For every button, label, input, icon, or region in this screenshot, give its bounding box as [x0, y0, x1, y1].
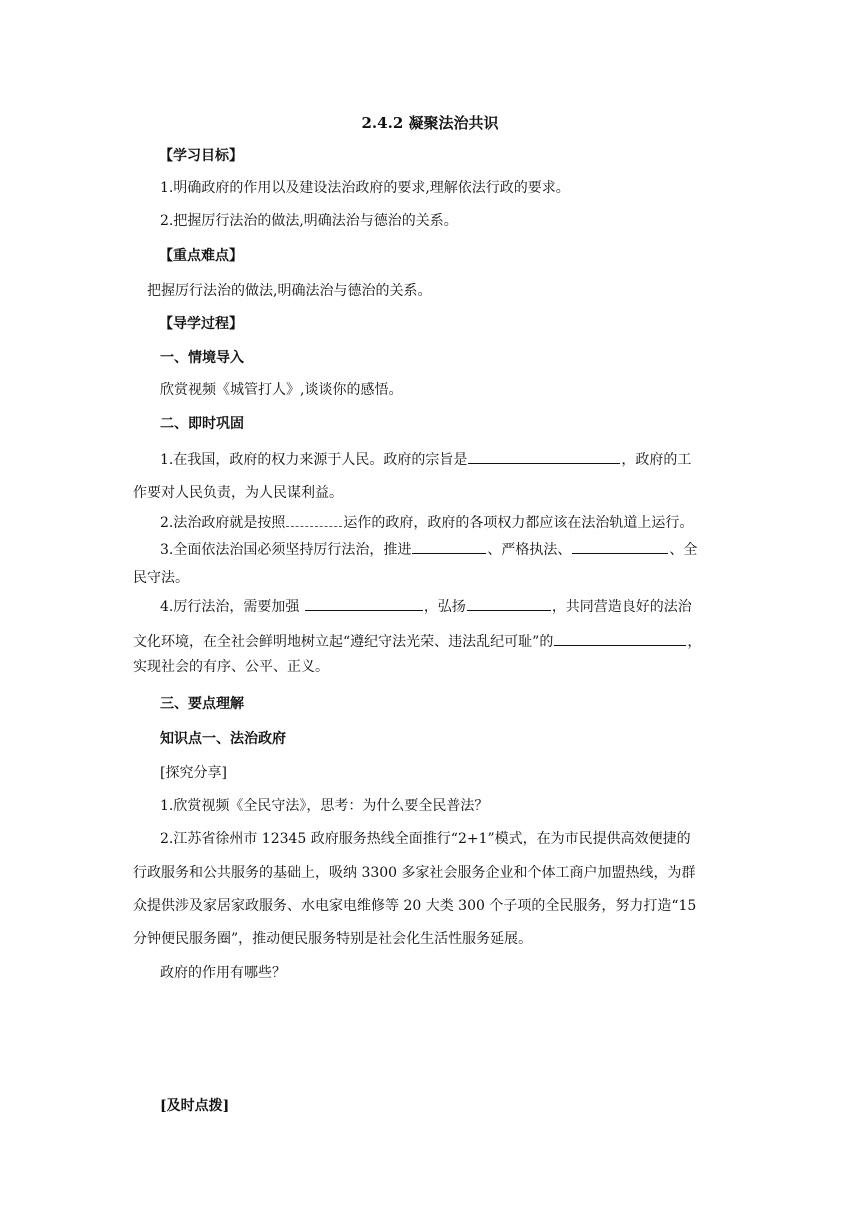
document-title: 2.4.2 凝聚法治共识: [361, 114, 499, 132]
objective-2: 2.把握厉行法治的做法,明确法治与德治的关系。: [160, 213, 458, 229]
explore-item-2-line-2: 行政服务和公共服务的基础上，吸纳 3300 多家社会服务企业和个体工商户加盟热线，为群: [133, 865, 696, 881]
question-3-line-2: 民守法。: [133, 570, 189, 586]
part2-header: 二、即时巩固: [160, 416, 244, 432]
question-1-text-b: ，政府的工: [621, 452, 692, 468]
answer-blank-6[interactable]: [467, 596, 551, 611]
objective-1: 1.明确政府的作用以及建设法治政府的要求,理解依法行政的要求。: [160, 180, 570, 196]
part3-header: 三、要点理解: [160, 696, 244, 712]
answer-blank-2[interactable]: [286, 512, 342, 527]
part1-text: 欣赏视频《城管打人》,谈谈你的感悟。: [160, 382, 403, 398]
explore-item-2-line-4: 分钟便民服务圈”，推动便民服务特别是社会化生活性服务延展。: [133, 931, 533, 947]
question-3-text-b: 、严格执法、: [487, 542, 572, 558]
question-4-line-2: [133, 631, 701, 652]
question-2-text-b: 运作的政府，政府的各项权力都应该在法治轨道上运行。: [343, 515, 694, 531]
key-difficulty-text: 把握厉行法治的做法,明确法治与德治的关系。: [147, 283, 432, 299]
question-4-text-c: ，共同营造良好的法治: [551, 599, 692, 615]
explore-share-header: [探究分享]: [160, 765, 227, 781]
question-1-text-a: 1.在我国，政府的权力来源于人民。政府的宗旨是: [160, 452, 468, 468]
question-4-text-b: ，弘扬: [423, 599, 466, 615]
knowledge-point-1-header: 知识点一、法治政府: [160, 731, 286, 747]
answer-blank-7[interactable]: [554, 631, 686, 646]
question-3-line-1: [160, 539, 697, 560]
part1-header: 一、情境导入: [160, 350, 244, 366]
explore-item-2-line-3: 众提供涉及家居家政服务、水电家电维修等 20 大类 300 个子项的全民服务，努力打造“15: [133, 898, 697, 914]
answer-blank-5[interactable]: [305, 596, 423, 611]
answer-blank-3[interactable]: [412, 539, 486, 554]
question-4-text-e: ，: [687, 634, 702, 650]
key-difficulty-header: 【重点难点】: [159, 248, 243, 264]
question-2-text-a: 2.法治政府就是按照: [160, 515, 286, 531]
process-header: 【导学过程】: [159, 316, 243, 332]
question-1-line-1: [160, 449, 691, 470]
explore-item-1: 1.欣赏视频《全民守法》，思考：为什么要全民普法？: [160, 798, 489, 814]
explore-question: 政府的作用有哪些？: [160, 965, 286, 981]
question-4-line-1: [160, 596, 692, 617]
objectives-header: 【学习目标】: [159, 148, 243, 164]
explore-item-2-line-1: 2.江苏省徐州市 12345 政府服务热线全面推行“2+1”模式，在为市民提供高效便捷的: [160, 831, 691, 847]
question-1-line-2: 作要对人民负责，为人民谋利益。: [133, 485, 343, 501]
question-4-text-a: 4.厉行法治，需要加强: [160, 599, 300, 615]
question-3-text-a: 3.全面依法治国必须坚持厉行法治，推进: [160, 542, 412, 558]
timely-tips-header: [及时点拨]: [160, 1098, 230, 1114]
question-4-text-d: 文化环境，在全社会鲜明地树立起“遵纪守法光荣、违法乱纪可耻”的: [133, 634, 554, 650]
answer-blank-4[interactable]: [572, 539, 668, 554]
question-3-text-c: 、全: [669, 542, 698, 558]
question-4-line-3: 实现社会的有序、公平、正义。: [133, 659, 329, 675]
question-2-line-1: [160, 512, 693, 533]
answer-blank-1[interactable]: [468, 449, 620, 464]
